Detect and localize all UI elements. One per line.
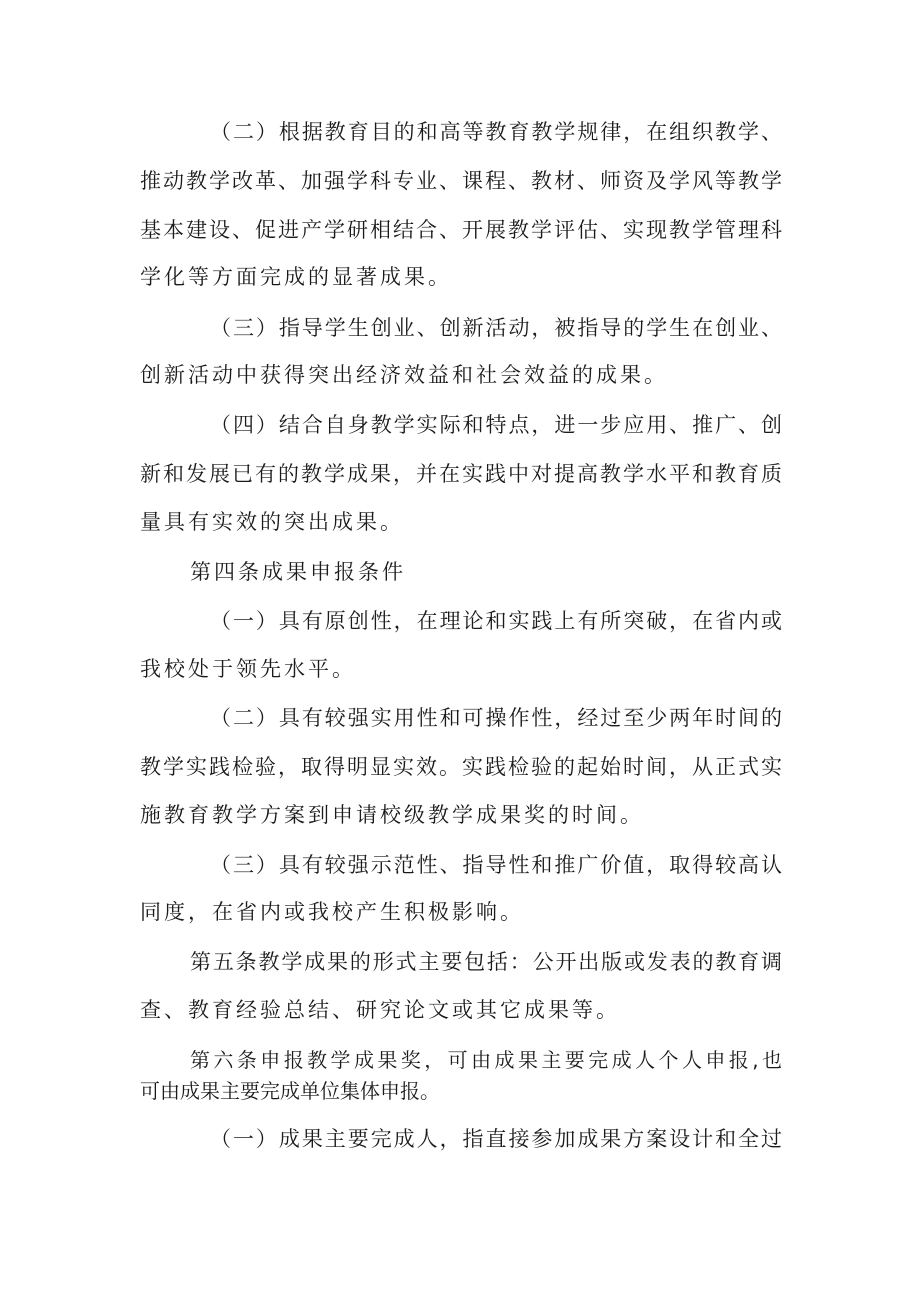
paragraph-line: 教学实践检验，取得明显实效。实践检验的起始时间，从正式实 — [140, 755, 782, 779]
paragraph-line: （一）成果主要完成人，指直接参加成果方案设计和全过 — [210, 1127, 782, 1151]
paragraph-line: 我校处于领先水平。 — [140, 657, 356, 681]
paragraph-line: 查、教育经验总结、研究论文或其它成果等。 — [140, 998, 620, 1022]
paragraph-line: （二）根据教育目的和高等教育教学规律，在组织教学、 — [210, 120, 782, 144]
section-heading: 第四条成果申报条件 — [190, 560, 406, 584]
paragraph-line: 新和发展已有的教学成果，并在实践中对提高教学水平和教育质 — [140, 462, 782, 486]
paragraph-line: （三）具有较强示范性、指导性和推广价值，取得较高认 — [210, 853, 782, 877]
paragraph-line: 学化等方面完成的显著成果。 — [140, 265, 452, 289]
paragraph-line: （四）结合自身教学实际和特点，进一步应用、推广、创 — [210, 413, 782, 437]
paragraph-line: 可由成果主要完成单位集体申报。 — [140, 1079, 440, 1103]
paragraph-line: 推动教学改革、加强学科专业、课程、教材、师资及学风等教学 — [140, 169, 782, 193]
paragraph-line: （二）具有较强实用性和可操作性，经过至少两年时间的 — [210, 706, 782, 730]
paragraph-line: 同度，在省内或我校产生积极影响。 — [140, 900, 524, 924]
paragraph-line: 施教育教学方案到申请校级教学成果奖的时间。 — [140, 803, 644, 827]
paragraph-line: 基本建设、促进产学研相结合、开展教学评估、实现教学管理科 — [140, 218, 782, 242]
paragraph-line: （一）具有原创性，在理论和实践上有所突破，在省内或 — [210, 609, 782, 633]
paragraph-line: 创新活动中获得突出经济效益和社会效益的成果。 — [140, 363, 668, 387]
paragraph-line: 第五条教学成果的形式主要包括：公开出版或发表的教育调 — [190, 950, 782, 974]
paragraph-line: 第六条申报教学成果奖，可由成果主要完成人个人申报,也 — [190, 1048, 782, 1072]
paragraph-line: 量具有实效的突出成果。 — [140, 510, 404, 534]
paragraph-line: （三）指导学生创业、创新活动，被指导的学生在创业、 — [210, 316, 782, 340]
